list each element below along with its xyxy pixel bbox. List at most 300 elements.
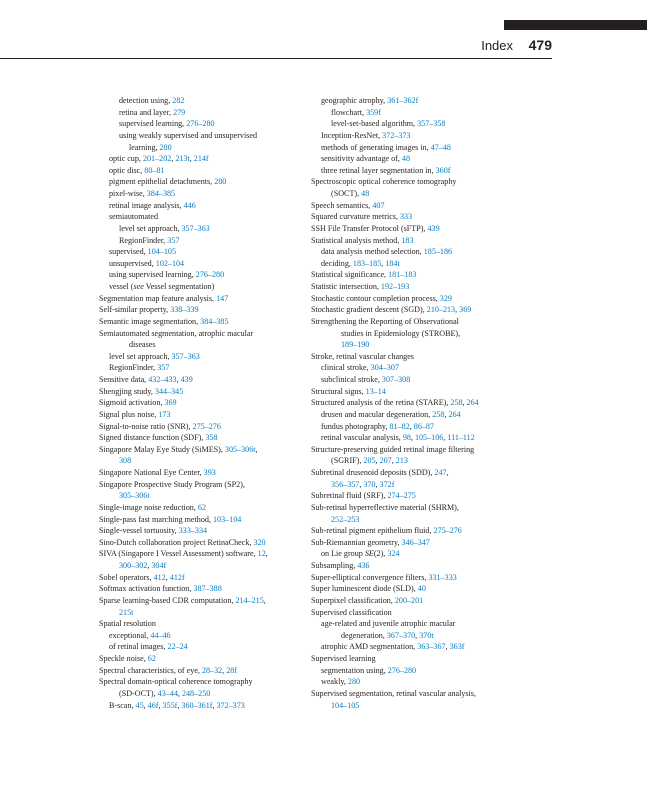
entry-text: (SOCT),	[331, 189, 362, 198]
page-reference-link[interactable]: 370	[363, 479, 376, 489]
page-number: 479	[528, 37, 552, 53]
entry-text: ,	[176, 375, 181, 384]
page-reference-link[interactable]: 214f	[193, 154, 209, 164]
entry-text: ,	[381, 258, 386, 268]
index-entry	[99, 444, 329, 456]
entry-text: pigment epithelial detachments,	[109, 177, 215, 187]
entry-text: supervised,	[109, 247, 148, 257]
entry-text: vessel (	[109, 282, 134, 291]
page-reference-link[interactable]: 304f	[151, 561, 167, 570]
entry-text: Spatial resolution	[99, 619, 156, 629]
index-entry	[99, 142, 329, 154]
page-reference-link[interactable]: 45	[135, 700, 144, 710]
index-entry	[311, 490, 541, 502]
entry-text: level set approach,	[109, 351, 172, 361]
page-reference-link[interactable]: 207	[379, 456, 392, 466]
page-reference-link[interactable]: 412	[153, 572, 166, 582]
entry-text: ,	[222, 665, 227, 675]
index-entry	[311, 607, 541, 619]
page-reference-link[interactable]: 279	[173, 107, 186, 117]
page-reference-link[interactable]: 357–358	[417, 119, 446, 129]
index-entry	[311, 641, 541, 653]
entry-text: Stroke, retinal vascular changes	[311, 351, 414, 361]
page-reference-link[interactable]: 338–339	[170, 305, 199, 315]
page-reference-link[interactable]: 333–334	[178, 526, 208, 536]
entry-text: ,	[409, 421, 414, 431]
index-entry	[99, 200, 329, 212]
index-entry	[99, 397, 329, 409]
index-entry	[311, 351, 541, 363]
page-reference-link[interactable]: 111–112	[447, 433, 475, 443]
page-reference-link[interactable]: 247	[434, 468, 447, 477]
page-reference-link[interactable]: 393	[203, 468, 216, 477]
entry-text: ,	[143, 700, 148, 710]
entry-text: Subsampling,	[311, 561, 358, 570]
page-reference-link[interactable]: 81–82	[389, 421, 410, 431]
page-reference-link[interactable]: 213	[395, 456, 408, 466]
page-reference-link[interactable]: 369	[459, 305, 472, 315]
index-entry	[99, 118, 329, 130]
page-reference-link[interactable]: 446	[183, 200, 196, 210]
entry-text: B-scan,	[109, 700, 136, 710]
page-reference-link[interactable]: 258	[432, 409, 445, 419]
entry-text: data analysis method selection,	[321, 247, 424, 257]
entry-text: (SGRIF),	[331, 456, 364, 466]
entry-text: pixel-wise,	[109, 189, 147, 198]
entry-text: segmentation using,	[321, 665, 388, 675]
page-reference-link[interactable]: 305–306t	[224, 444, 256, 454]
page-reference-link[interactable]: 367–370	[386, 630, 416, 640]
index-entry	[99, 688, 329, 700]
index-entry	[99, 328, 329, 340]
header-rule	[0, 58, 552, 59]
page-reference-link[interactable]: 103–104	[212, 514, 242, 524]
page-reference-link[interactable]: 200–201	[394, 595, 424, 605]
entry-text: deciding,	[321, 258, 353, 268]
page-reference-link[interactable]: 363f	[449, 642, 465, 652]
entry-text: Inception-ResNet,	[321, 130, 383, 140]
page-reference-link[interactable]: 357	[167, 235, 180, 245]
page-reference-link[interactable]: 62	[147, 654, 156, 663]
page-reference-link[interactable]: 333	[400, 212, 413, 222]
page-reference-link[interactable]: 356–357	[331, 479, 360, 489]
page-reference-link[interactable]: 308	[119, 456, 132, 466]
index-entry	[311, 316, 541, 328]
entry-text: Signal-to-noise ratio (SNR),	[99, 421, 193, 431]
index-entry	[311, 374, 541, 386]
entry-text: ,	[265, 549, 268, 559]
entry-text: age-related and juvenile atrophic macular	[321, 619, 456, 629]
entry-text: Supervised classification	[311, 607, 392, 617]
entry-text: retina and layer,	[119, 107, 174, 117]
entry-text: Softmax activation function,	[99, 584, 194, 594]
page-reference-link[interactable]: 324	[387, 549, 400, 559]
index-entry	[99, 467, 329, 479]
index-column-right	[311, 95, 541, 711]
page-reference-link[interactable]: 384–385	[200, 316, 229, 326]
index-entry	[311, 514, 541, 526]
page-reference-link[interactable]: 275–276	[433, 526, 462, 536]
page-reference-link[interactable]: 304–307	[370, 363, 399, 373]
page-reference-link[interactable]: 372f	[379, 479, 395, 489]
entry-text: Superpixel classification,	[311, 595, 395, 605]
page-reference-link[interactable]: 184t	[385, 258, 400, 268]
entry-text: Spectroscopic optical coherence tomography	[311, 177, 457, 187]
index-entry	[311, 502, 541, 514]
page-reference-link[interactable]: 282	[172, 96, 185, 105]
entry-text: Statistical analysis method,	[311, 235, 402, 245]
index-entry	[99, 235, 329, 247]
entry-text: (SD-OCT),	[119, 688, 158, 698]
index-entry	[311, 107, 541, 119]
entry-text: ,	[171, 154, 176, 164]
entry-text: sensitivity advantage of,	[321, 154, 402, 164]
index-entry	[311, 479, 541, 491]
index-entry	[311, 537, 541, 549]
entry-text: Sub-Riemannian geometry,	[311, 537, 402, 547]
index-entry	[99, 362, 329, 374]
index-entry	[311, 595, 541, 607]
page-reference-link[interactable]: 86–87	[413, 421, 435, 431]
page-reference-link[interactable]: 173	[158, 409, 171, 419]
page-reference-link[interactable]: 201–202	[142, 154, 172, 164]
page-reference-link[interactable]: 12	[257, 549, 266, 559]
page-reference-link[interactable]: 275–276	[192, 421, 221, 431]
entry-text: ,	[375, 479, 380, 489]
page-reference-link[interactable]: 331–333	[428, 572, 457, 582]
index-entry	[99, 386, 329, 398]
page-reference-link[interactable]: 264	[448, 409, 461, 419]
entry-text: optic disc,	[109, 165, 145, 175]
page-reference-link[interactable]: 48	[401, 154, 411, 164]
entry-text: methods of generating images in,	[321, 142, 431, 152]
index-entry	[99, 607, 329, 619]
entry-text: Supervised learning	[311, 654, 376, 663]
entry-text: ,	[462, 398, 467, 408]
page-reference-link[interactable]: 28f	[226, 665, 237, 675]
index-entry	[311, 188, 541, 200]
page-reference-link[interactable]: 214–215	[235, 595, 264, 605]
entry-text: three retinal layer segmentation in,	[321, 165, 436, 175]
page-reference-link[interactable]: 307–308	[381, 375, 411, 384]
entry-text: flowchart,	[331, 107, 367, 117]
index-entry	[99, 165, 329, 177]
entry-text: Semantic image segmentation,	[99, 316, 201, 326]
entry-text: using supervised learning,	[109, 270, 196, 280]
page-reference-link[interactable]: 329	[439, 293, 452, 303]
index-entry	[99, 618, 329, 630]
index-entry	[99, 281, 329, 293]
page-reference-link[interactable]: 181–183	[388, 270, 417, 280]
index-entry	[99, 641, 329, 653]
page-reference-link[interactable]: 80–81	[144, 165, 165, 175]
page-reference-link[interactable]: 359f	[366, 107, 381, 117]
index-entry	[311, 95, 541, 107]
index-entry	[311, 700, 541, 712]
entry-text: Sensitive data,	[99, 375, 149, 384]
entry-text: Single-image noise reduction,	[99, 502, 198, 512]
entry-text: studies in Epidemiology (STROBE),	[341, 328, 461, 338]
page-reference-link[interactable]: 363–367	[417, 642, 446, 652]
entry-text: Signal plus noise,	[99, 409, 159, 419]
page-reference-link[interactable]: 370t	[419, 630, 434, 640]
entry-text: Signed distance function (SDF),	[99, 433, 206, 443]
entry-text: ,	[455, 305, 460, 315]
index-entry	[311, 618, 541, 630]
running-header	[481, 37, 552, 54]
entry-text: ,	[165, 572, 170, 582]
index-entry	[311, 432, 541, 444]
page-reference-link[interactable]: 47–48	[430, 142, 451, 152]
page-reference-link[interactable]: 357	[157, 363, 170, 373]
entry-text: Singapore Prospective Study Program (SP2),	[99, 479, 245, 489]
page-reference-link[interactable]: 189–190	[341, 340, 370, 350]
page-reference-link[interactable]: 355f	[162, 700, 178, 710]
index-entry	[99, 560, 329, 572]
page-reference-link[interactable]: 22–24	[167, 642, 188, 652]
entry-text: Self-similar property,	[99, 305, 171, 315]
entry-text: ,	[177, 688, 182, 698]
entry-text: Speech semantics,	[311, 200, 373, 210]
page-reference-link[interactable]: 372–373	[382, 130, 411, 140]
entry-text: (2),	[373, 549, 388, 559]
index-entry	[311, 560, 541, 572]
page-reference-link[interactable]: 300–302	[119, 561, 148, 570]
page-reference-link[interactable]: 46f	[147, 700, 159, 710]
entry-text: ,	[177, 700, 182, 710]
entry-text: clinical stroke,	[321, 363, 371, 373]
index-entry	[99, 490, 329, 502]
page-reference-link[interactable]: 372–373	[216, 700, 245, 710]
index-entry	[311, 142, 541, 154]
page-reference-link[interactable]: 280	[159, 142, 172, 152]
index-entry	[311, 362, 541, 374]
entry-text: Stochastic gradient descent (SGD),	[311, 305, 427, 315]
index-entry	[311, 688, 541, 700]
entry-text: Subretinal fluid (SRF),	[311, 491, 388, 501]
entry-text: see	[133, 282, 144, 291]
entry-text: Sub-retinal hyperreflective material (SHRM),	[311, 502, 459, 512]
page-reference-link[interactable]: 346–347	[401, 537, 430, 547]
page-reference-link[interactable]: 43–44	[157, 688, 178, 698]
page-reference-link[interactable]: 28–32	[201, 665, 223, 675]
index-entry	[311, 176, 541, 188]
page-reference-link[interactable]: 192–193	[380, 282, 410, 291]
entry-text: drusen and macular degeneration,	[321, 409, 433, 419]
entry-text: ,	[147, 561, 152, 570]
page-reference-link[interactable]: 412f	[169, 572, 185, 582]
index-entry	[311, 653, 541, 665]
page-reference-link[interactable]: 276–280	[195, 270, 225, 280]
page-reference-link[interactable]: 104–105	[331, 700, 360, 710]
index-entry	[311, 572, 541, 584]
index-entry	[99, 223, 329, 235]
page-reference-link[interactable]: 210–213	[426, 305, 456, 315]
index-entry	[99, 374, 329, 386]
page-reference-link[interactable]: 280	[347, 677, 361, 687]
page-reference-link[interactable]: 102–104	[155, 258, 185, 268]
entry-text: Stochastic contour completion process,	[311, 293, 440, 303]
index-entry	[311, 583, 541, 595]
page-reference-link[interactable]: 439	[427, 223, 440, 233]
page-reference-link[interactable]: 48	[361, 189, 370, 198]
index-entry	[311, 525, 541, 537]
index-entry	[99, 316, 329, 328]
index-entry	[99, 665, 329, 677]
page-reference-link[interactable]: 205	[363, 456, 376, 466]
page-reference-link[interactable]: 264	[466, 398, 479, 408]
entry-text: unsupervised,	[109, 258, 156, 268]
entry-text: Supervised segmentation, retinal vascular analysis,	[311, 688, 476, 698]
index-entry	[99, 409, 329, 421]
index-entry	[311, 293, 541, 305]
index-entry	[311, 130, 541, 142]
page-reference-link[interactable]: 44–46	[150, 630, 171, 640]
index-entry	[99, 246, 329, 258]
index-entry	[311, 548, 541, 560]
page-reference-link[interactable]: 357–363	[181, 223, 210, 233]
entry-text: Subretinal drusenoid deposits (SDD),	[311, 468, 435, 477]
index-entry	[99, 258, 329, 270]
entry-text: Squared curvature metrics,	[311, 212, 400, 222]
entry-text: on Lie group	[321, 549, 365, 559]
page-reference-link[interactable]: 13–14	[365, 386, 386, 396]
entry-text: ,	[445, 642, 450, 652]
entry-text: level-set-based algorithm,	[331, 119, 418, 129]
page-reference-link[interactable]: 384–385	[146, 189, 176, 198]
page-reference-link[interactable]: 436	[357, 561, 370, 570]
index-entry	[99, 421, 329, 433]
entry-text: level set approach,	[119, 223, 182, 233]
page-reference-link[interactable]: 258	[450, 398, 463, 408]
page-reference-link[interactable]: 40	[417, 584, 426, 594]
page-reference-link[interactable]: 276–280	[387, 665, 417, 675]
entry-text: SE	[364, 549, 374, 559]
index-entry	[99, 293, 329, 305]
entry-text: Sobel operators,	[99, 572, 154, 582]
index-entry	[99, 630, 329, 642]
index-entry	[311, 304, 541, 316]
page-reference-link[interactable]: 360–361f	[181, 700, 213, 710]
entry-text: of retinal images,	[109, 642, 168, 652]
entry-text: Singapore Malay Eye Study (SiMES),	[99, 444, 225, 454]
index-entry	[99, 339, 329, 351]
index-entry	[311, 665, 541, 677]
entry-text: Segmentation map feature analysis,	[99, 293, 217, 303]
index-column-left	[99, 95, 329, 711]
page-reference-link[interactable]: 305–306t	[119, 491, 150, 501]
index-entry	[311, 200, 541, 212]
index-entry	[99, 95, 329, 107]
entry-text: ,	[375, 456, 380, 466]
page-reference-link[interactable]: 320	[253, 537, 266, 547]
index-entry	[99, 653, 329, 665]
entry-text: Structured analysis of the retina (STARE),	[311, 398, 451, 408]
page-reference-link[interactable]: 280	[214, 177, 227, 187]
page-reference-link[interactable]: 185–186	[423, 247, 453, 257]
entry-text: detection using,	[119, 96, 173, 105]
entry-text: ,	[189, 154, 194, 164]
page-reference-link[interactable]: 215t	[119, 607, 134, 617]
page-reference-link[interactable]: 104–105	[147, 247, 176, 257]
index-entry	[99, 304, 329, 316]
page-reference-link[interactable]: 276–280	[186, 119, 215, 129]
entry-text: ,	[255, 444, 258, 454]
page-reference-link[interactable]: 439	[180, 375, 193, 384]
page-reference-link[interactable]: 361–362f	[387, 96, 419, 105]
page-reference-link[interactable]: 147	[216, 293, 229, 303]
index-entry	[99, 525, 329, 537]
entry-text: ,	[158, 700, 163, 710]
index-entry	[99, 479, 329, 491]
page-reference-link[interactable]: 357–363	[171, 351, 200, 361]
index-entry	[99, 548, 329, 560]
page-reference-link[interactable]: 105–106	[414, 433, 444, 443]
index-entry	[99, 572, 329, 584]
entry-text: optic cup,	[109, 154, 143, 164]
entry-text: Speckle noise,	[99, 654, 148, 663]
index-entry	[311, 246, 541, 258]
page-reference-link[interactable]: 183–185	[352, 258, 382, 268]
page-reference-link[interactable]: 98	[402, 433, 411, 443]
page-reference-link[interactable]: 387–388	[193, 584, 222, 594]
entry-text: ,	[391, 456, 396, 466]
entry-text: atrophic AMD segmentation,	[321, 642, 418, 652]
page-reference-link[interactable]: 62	[197, 502, 206, 512]
entry-text: Shengjing study,	[99, 386, 155, 396]
entry-text: Structural signs,	[311, 386, 366, 396]
page-reference-link[interactable]: 274–275	[387, 491, 416, 501]
page-reference-link[interactable]: 252–253	[331, 514, 360, 524]
index-entry	[311, 630, 541, 642]
index-entry	[311, 258, 541, 270]
index-entry	[311, 397, 541, 409]
index-entry	[311, 328, 541, 340]
entry-text: ,	[415, 630, 420, 640]
index-entry	[99, 153, 329, 165]
page-reference-link[interactable]: 213t	[175, 154, 190, 164]
index-entry	[99, 107, 329, 119]
index-entry	[99, 537, 329, 549]
entry-text: ,	[263, 595, 266, 605]
index-entry	[99, 269, 329, 281]
entry-text: fundus photography,	[321, 421, 390, 431]
index-entry	[311, 455, 541, 467]
entry-text: Semiautomated segmentation, atrophic macular	[99, 328, 254, 338]
entry-text: Vessel segmentation)	[143, 282, 215, 291]
entry-text: RegionFinder,	[109, 363, 158, 373]
entry-text: RegionFinder,	[119, 235, 168, 245]
entry-text: ,	[410, 433, 415, 443]
index-entry	[99, 188, 329, 200]
entry-text: Spectral characteristics, of eye,	[99, 665, 202, 675]
index-entry	[99, 514, 329, 526]
page-reference-link[interactable]: 407	[372, 200, 385, 210]
page-reference-link[interactable]: 358	[205, 433, 218, 443]
page-reference-link[interactable]: 369	[164, 398, 177, 408]
page-reference-link[interactable]: 432–433	[148, 375, 177, 384]
index-entry	[99, 455, 329, 467]
entry-text: SIVA (Singapore I Vessel Assessment) software,	[99, 549, 258, 559]
entry-text: degeneration,	[341, 630, 387, 640]
page-reference-link[interactable]: 360f	[435, 165, 451, 175]
entry-text: using weakly supervised and unsupervised	[119, 130, 258, 140]
page-reference-link[interactable]: 183	[401, 235, 414, 245]
index-entry	[311, 386, 541, 398]
page-reference-link[interactable]: 248–250	[181, 688, 211, 698]
page-reference-link[interactable]: 344–345	[154, 386, 184, 396]
entry-text: Super luminescent diode (SLD),	[311, 584, 418, 594]
